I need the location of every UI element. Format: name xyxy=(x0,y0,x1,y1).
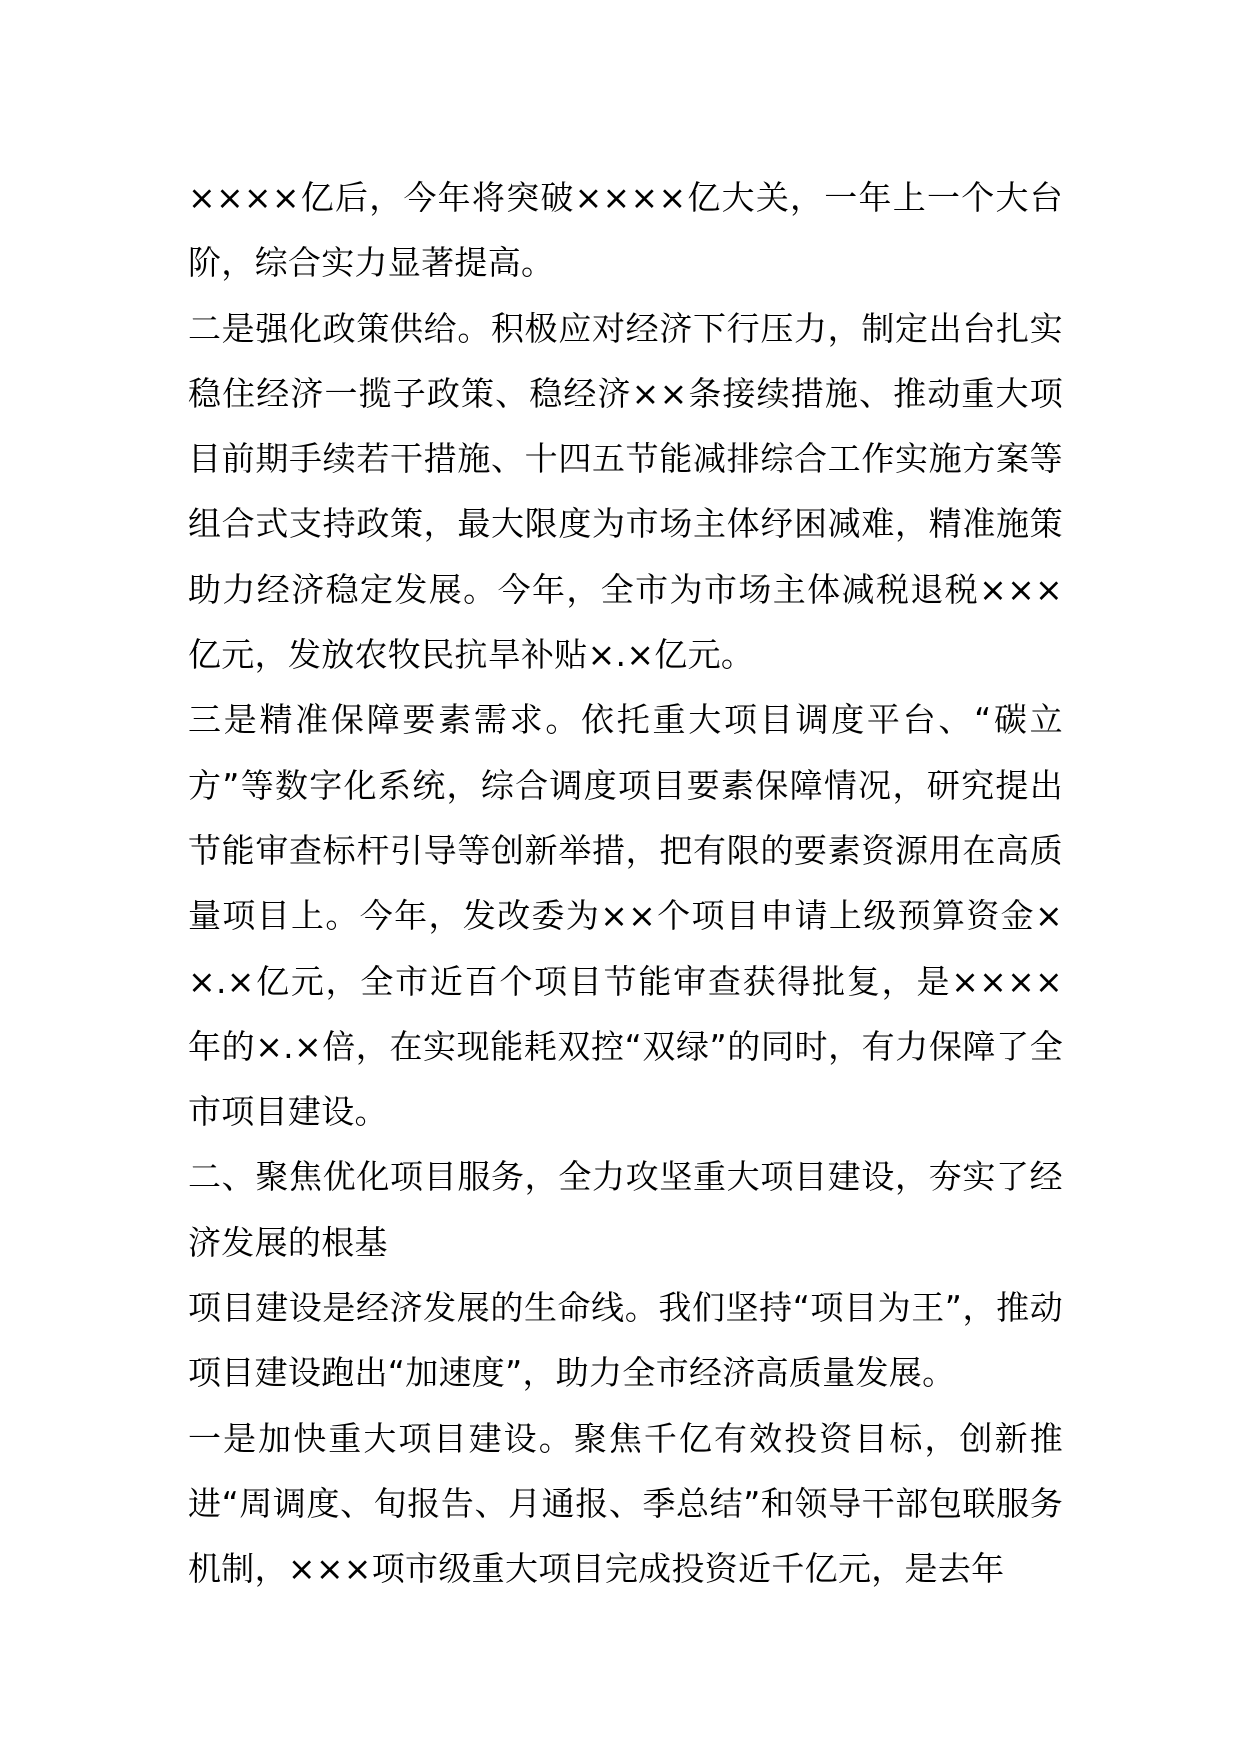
paragraph-2: 二是强化政策供给。积极应对经济下行压力，制定出台扎实稳住经济一揽子政策、稳经济××条接续措施、推动重大项目前期手续若干措施、十四五节能减排综合工作实施方案等组合式支持政策，最大限度为市场主体纾困减难，精准施策助力经济稳定发展。今年，全市为市场主体减税退税×××亿元，发放农牧民抗旱补贴×.×亿元。 xyxy=(188,308,1063,675)
paragraph-4: 项目建设是经济发展的生命线。我们坚持“项目为王”，推动项目建设跑出“加速度”，助力全市经济高质量发展。 xyxy=(188,1288,1063,1393)
paragraph-5: 一是加快重大项目建设。聚焦千亿有效投资目标，创新推进“周调度、旬报告、月通报、季总结”和领导干部包联服务机制，×××项市级重大项目完成投资近千亿元，是去年 xyxy=(188,1418,1063,1589)
section-heading: 二、聚焦优化项目服务，全力攻坚重大项目建设，夯实了经济发展的根基 xyxy=(188,1157,1063,1262)
document-body xyxy=(188,165,1063,1602)
paragraph-3: 三是精准保障要素需求。依托重大项目调度平台、“碳立方”等数字化系统，综合调度项目要素保障情况，研究提出节能审查标杆引导等创新举措，把有限的要素资源用在高质量项目上。今年，发改委为××个项目申请上级预算资金××.×亿元，全市近百个项目节能审查获得批复，是××××年的×.×倍，在实现能耗双控“双绿”的同时，有力保障了全市项目建设。 xyxy=(188,700,1063,1132)
paragraph-1: ××××亿后，今年将突破××××亿大关，一年上一个大台阶，综合实力显著提高。 xyxy=(188,178,1063,283)
